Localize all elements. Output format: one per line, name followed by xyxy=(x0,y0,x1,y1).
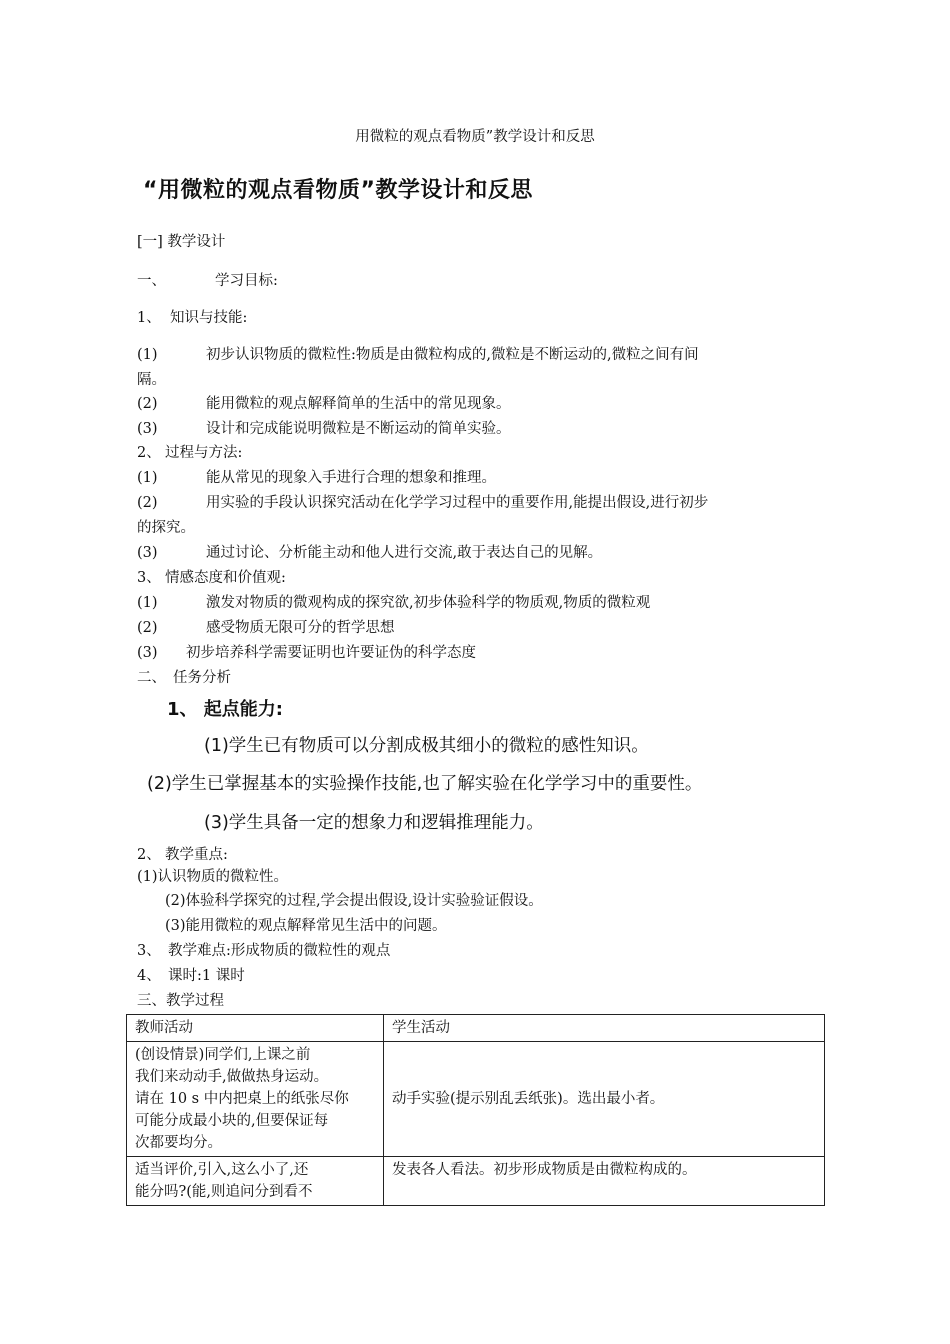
knowledge-2-num: (2) xyxy=(137,396,158,412)
process-1-num: (1) xyxy=(137,470,158,486)
knowledge-3-num: (3) xyxy=(137,421,158,437)
subsection-1-1-label: 知识与技能: xyxy=(170,310,248,326)
knowledge-1-cont: 隔。 xyxy=(137,372,166,388)
teacher-cell xyxy=(127,1042,384,1157)
emotion-2-text: 感受物质无限可分的哲学思想 xyxy=(206,620,395,636)
subsection-2-3-num: 3、 xyxy=(137,943,161,959)
table-header-row xyxy=(127,1015,825,1042)
section-2-num: 二、 xyxy=(137,670,166,686)
subsection-2-2-num: 2、 xyxy=(137,847,161,863)
focus-1: (1)认识物质的微粒性。 xyxy=(137,869,289,885)
table-row xyxy=(127,1157,825,1206)
subsection-1-3-num: 3、 xyxy=(137,570,161,586)
process-3-num: (3) xyxy=(137,545,158,561)
process-2-text: 用实验的手段认识探究活动在化学学习过程中的重要作用,能提出假设,进行初步 xyxy=(206,495,709,511)
student-cell: 动手实验(提示别乱丢纸张)。选出最小者。 xyxy=(384,1042,825,1157)
knowledge-1-text: 初步认识物质的微粒性:物质是由微粒构成的,微粒是不断运动的,微粒之间有间 xyxy=(206,347,699,363)
part-heading: [一] 教学设计 xyxy=(137,234,226,250)
process-table xyxy=(126,1014,825,1206)
section-1-label: 学习目标: xyxy=(215,273,278,289)
section-3-heading: 三、教学过程 xyxy=(137,993,224,1009)
teacher-cell xyxy=(127,1157,384,1206)
teacher-line: 适当评价,引入,这么小了,还 xyxy=(135,1162,309,1178)
image-line-3: (3)学生具备一定的想象力和逻辑推理能力。 xyxy=(204,813,544,833)
teacher-line: (创设情景)同学们,上课之前 xyxy=(135,1047,311,1063)
knowledge-2-text: 能用微粒的观点解释简单的生活中的常见现象。 xyxy=(206,396,511,412)
section-2-label: 任务分析 xyxy=(173,670,231,686)
process-2-cont: 的探究。 xyxy=(137,520,195,536)
subsection-1-3-label: 情感态度和价值观: xyxy=(165,570,286,586)
teacher-line: 请在 10 s 中内把桌上的纸张尽你 xyxy=(135,1091,349,1107)
header-student: 学生活动 xyxy=(384,1015,825,1042)
focus-3: (3)能用微粒的观点解释常见生活中的问题。 xyxy=(165,918,447,934)
document-title: “用微粒的观点看物质”教学设计和反思 xyxy=(143,178,533,203)
subsection-2-4-label: 课时:1 课时 xyxy=(168,968,245,984)
teacher-line: 能分吗?(能,则追问分到看不 xyxy=(135,1184,313,1200)
process-2-num: (2) xyxy=(137,495,158,511)
focus-2: (2)体验科学探究的过程,学会提出假设,设计实验验证假设。 xyxy=(165,893,543,909)
image-line-2: (2)学生已掌握基本的实验操作技能,也了解实验在化学学习中的重要性。 xyxy=(147,774,703,794)
emotion-3-text: 初步培养科学需要证明也许要证伪的科学态度 xyxy=(186,645,476,661)
knowledge-3-text: 设计和完成能说明微粒是不断运动的简单实验。 xyxy=(206,421,511,437)
teacher-line: 可能分成最小块的,但要保证每 xyxy=(135,1113,329,1129)
emotion-2-num: (2) xyxy=(137,620,158,636)
page-header: 用微粒的观点看物质”教学设计和反思 xyxy=(355,129,595,145)
subsection-1-2-label: 过程与方法: xyxy=(165,445,243,461)
student-cell: 发表各人看法。初步形成物质是由微粒构成的。 xyxy=(384,1157,825,1206)
subsection-2-3-label: 教学难点:形成物质的微粒性的观点 xyxy=(168,943,391,959)
emotion-1-num: (1) xyxy=(137,595,158,611)
emotion-1-text: 激发对物质的微观构成的探究欲,初步体验科学的物质观,物质的微粒观 xyxy=(206,595,651,611)
process-1-text: 能从常见的现象入手进行合理的想象和推理。 xyxy=(206,470,496,486)
image-line-1: (1)学生已有物质可以分割成极其细小的微粒的感性知识。 xyxy=(204,736,649,756)
teacher-line: 我们来动动手,做做热身运动。 xyxy=(135,1069,329,1085)
emotion-3-num: (3) xyxy=(137,645,158,661)
subsection-2-4-num: 4、 xyxy=(137,968,161,984)
process-3-text: 通过讨论、分析能主动和他人进行交流,敢于表达自己的见解。 xyxy=(206,545,603,561)
image-heading: 1、 起点能力: xyxy=(167,699,283,720)
subsection-2-2-label: 教学重点: xyxy=(165,847,228,863)
section-1-num: 一、 xyxy=(137,273,166,289)
subsection-1-2-num: 2、 xyxy=(137,445,161,461)
table-row xyxy=(127,1042,825,1157)
knowledge-1-num: (1) xyxy=(137,347,158,363)
teacher-line: 次都要均分。 xyxy=(135,1135,222,1151)
subsection-1-1-num: 1、 xyxy=(137,310,161,326)
header-teacher: 教师活动 xyxy=(127,1015,384,1042)
